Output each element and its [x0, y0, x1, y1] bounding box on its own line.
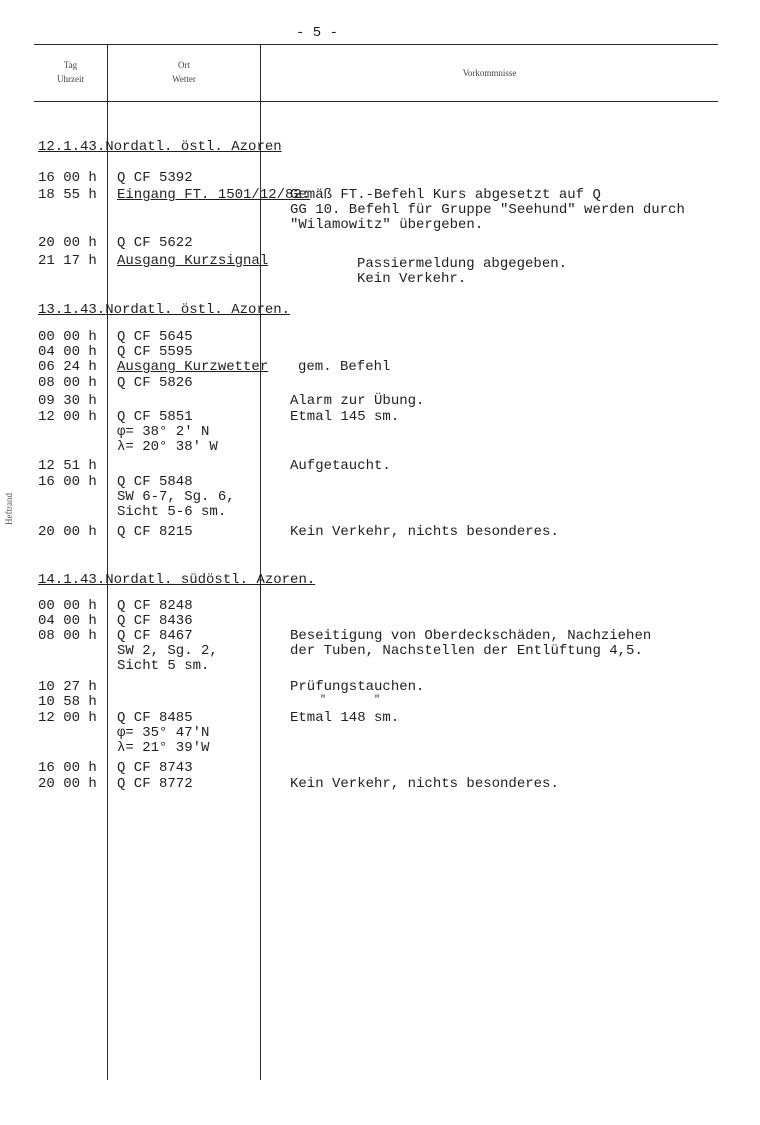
entry-event: " "	[320, 695, 381, 706]
entry-time: 10 27 h	[38, 679, 97, 695]
entry-position: Q CF 8215	[117, 524, 193, 540]
entry-position: Q CF 5851 φ= 38° 2' N λ= 20° 38' W	[117, 409, 218, 455]
entry-position: Q CF 5848 SW 6-7, Sg. 6, Sicht 5-6 sm.	[117, 474, 235, 520]
entry-time: 10 58 h	[38, 694, 97, 710]
page-number: - 5 -	[296, 25, 339, 41]
entry-time: 21 17 h	[38, 253, 97, 269]
entry-time: 09 30 h	[38, 393, 97, 409]
entry-time: 16 00 h	[38, 760, 97, 776]
entry-position: Q CF 8467 SW 2, Sg. 2, Sicht 5 sm.	[117, 628, 218, 674]
entry-time: 00 00 h	[38, 329, 97, 345]
header-top-rule	[34, 44, 718, 45]
entry-time: 00 00 h	[38, 598, 97, 614]
entry-position: Q CF 8772	[117, 776, 193, 792]
entry-event: Etmal 145 sm.	[290, 409, 400, 425]
entry-time: 20 00 h	[38, 235, 97, 251]
day-heading: 14.1.43.Nordatl. südöstl. Azoren.	[38, 572, 316, 588]
header-ort-wetter: Ort Wetter	[172, 60, 196, 84]
entry-time: 12 00 h	[38, 710, 97, 726]
entry-time: 04 00 h	[38, 613, 97, 629]
entry-position: Q CF 8248	[117, 598, 193, 614]
entry-time: 20 00 h	[38, 776, 97, 792]
entry-time: 12 00 h	[38, 409, 97, 425]
entry-time: 04 00 h	[38, 344, 97, 360]
entry-position: Q CF 5595	[117, 344, 193, 360]
entry-event: Aufgetaucht.	[290, 458, 391, 474]
entry-event: Passiermeldung abgegeben. Kein Verkehr.	[357, 256, 568, 287]
entry-event: Alarm zur Übung.	[290, 393, 425, 409]
entry-position: Q CF 5645	[117, 329, 193, 345]
entry-time: 18 55 h	[38, 187, 97, 203]
entry-position: Q CF 5622	[117, 235, 193, 251]
entry-time: 12 51 h	[38, 458, 97, 474]
header-bottom-rule	[34, 101, 718, 102]
entry-position: Q CF 5392	[117, 170, 193, 186]
entry-event: Kein Verkehr, nichts besonderes.	[290, 524, 559, 540]
entry-position: Eingang FT. 1501/12/82:	[117, 187, 311, 203]
day-heading: 12.1.43.Nordatl. östl. Azoren	[38, 139, 282, 155]
entry-position: Q CF 8485 φ= 35° 47'N λ= 21° 39'W	[117, 710, 210, 756]
column-divider-1	[107, 44, 108, 1080]
entry-time: 08 00 h	[38, 375, 97, 391]
entry-event: Kein Verkehr, nichts besonderes.	[290, 776, 559, 792]
margin-label: Heftrand	[4, 493, 14, 525]
entry-position: Ausgang Kurzwetter	[117, 359, 269, 375]
entry-event: Gemäß FT.-Befehl Kurs abgesetzt auf Q GG 10. Befehl für Gruppe "Seehund" werden durch "Wilamowitz" übergeben.	[290, 187, 685, 233]
entry-time: 08 00 h	[38, 628, 97, 644]
entry-position: Q CF 5826	[117, 375, 193, 391]
entry-time: 06 24 h	[38, 359, 97, 375]
entry-position: Q CF 8436	[117, 613, 193, 629]
entry-time: 16 00 h	[38, 170, 97, 186]
entry-event: Prüfungstauchen.	[290, 679, 425, 695]
entry-position: Ausgang Kurzsignal	[117, 253, 269, 269]
day-heading: 13.1.43.Nordatl. östl. Azoren.	[38, 302, 291, 318]
entry-time: 20 00 h	[38, 524, 97, 540]
entry-event: Beseitigung von Oberdeckschäden, Nachziehen der Tuben, Nachstellen der Entlüftung 4,5.	[290, 628, 652, 659]
entry-time: 16 00 h	[38, 474, 97, 490]
entry-position: Q CF 8743	[117, 760, 193, 776]
header-vorkommnisse: Vorkommnisse	[462, 68, 517, 78]
entry-event: gem. Befehl	[298, 359, 391, 375]
entry-event: Etmal 148 sm.	[290, 710, 400, 726]
header-tag-uhrzeit: Tag Uhrzeit	[57, 60, 84, 84]
